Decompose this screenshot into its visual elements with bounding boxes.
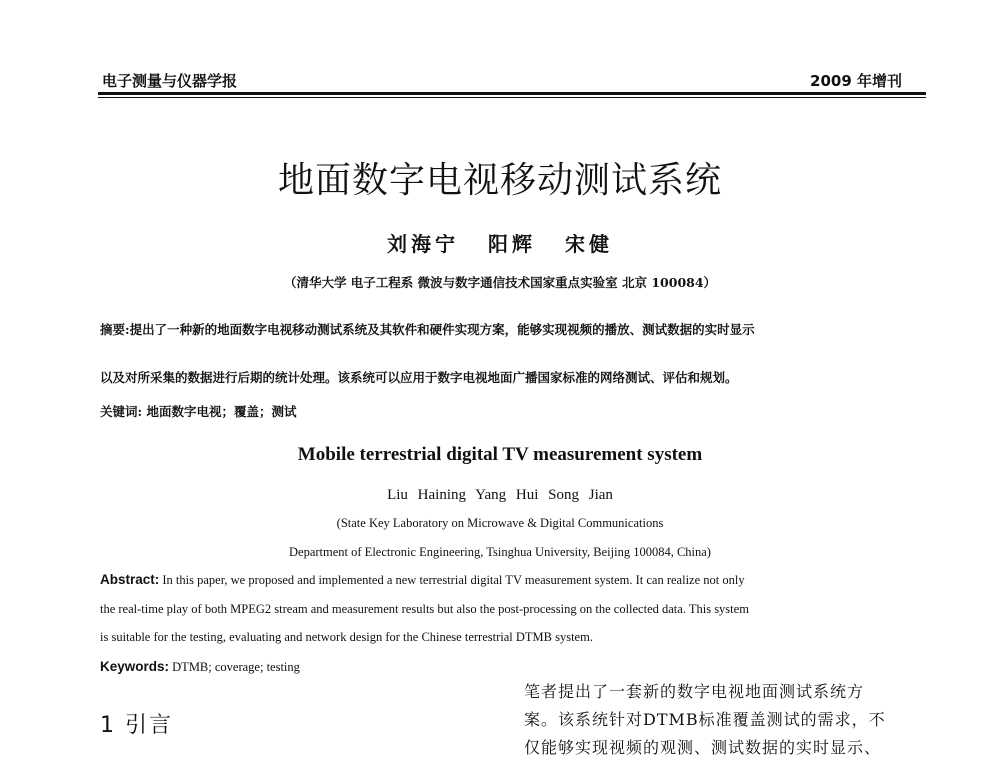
header-rule-thick: [98, 92, 926, 95]
affiliation: （清华大学 电子工程系 微波与数字通信技术国家重点实验室 北京 100084）: [283, 275, 717, 290]
english-affiliation-2: Department of Electronic Engineering, Tsinghua University, Beijing 100084, China): [289, 545, 711, 559]
abstract-cn-text-1: 提出了一种新的地面数字电视移动测试系统及其软件和硬件实现方案，能够实现视频的播放、测试数据的实时显示: [129, 322, 755, 337]
author-list: 刘海宁 阳辉 宋健: [387, 232, 613, 256]
header-rule-thin: [98, 97, 926, 98]
english-keywords-text: DTMB; coverage; testing: [172, 660, 300, 674]
english-authors: Liu Haining Yang Hui Song Jian: [387, 487, 613, 503]
paper-title: 地面数字电视移动测试系统: [277, 160, 722, 201]
english-abstract-line-3: is suitable for the testing, evaluating and network design for the Chinese terrestrial DTMB system.: [100, 630, 593, 644]
keywords-cn-label: 关键词:: [100, 404, 143, 419]
english-title: Mobile terrestrial digital TV measurement system: [297, 444, 703, 465]
body-line-2: 案。该系统针对DTMB标准覆盖测试的需求，不: [524, 710, 886, 729]
english-abstract-line-2: the real-time play of both MPEG2 stream and measurement results but also the post-processing on the collected data. This system: [100, 602, 749, 616]
keywords-cn: [100, 402, 297, 420]
body-line-1: 笔者提出了一套新的数字电视地面测试系统方: [524, 682, 865, 701]
english-affiliation-1: (State Key Laboratory on Microwave & Digital Communications: [336, 516, 664, 530]
journal-name: 电子测量与仪器学报: [102, 72, 238, 90]
english-keywords: [100, 659, 300, 675]
english-keywords-label: Keywords:: [100, 659, 170, 674]
english-abstract-text-1: In this paper, we proposed and implemented a new terrestrial digital TV measurement system. It can realize not only: [162, 573, 745, 587]
abstract-cn-line-2: 以及对所采集的数据进行后期的统计处理。该系统可以应用于数字电视地面广播国家标准的网络测试、评估和规划。: [100, 370, 738, 385]
body-line-3: 仅能够实现视频的观测、测试数据的实时显示、: [524, 738, 882, 757]
english-abstract-label: Abstract:: [100, 572, 160, 587]
issue-label: 2009 年增刊: [810, 72, 902, 90]
section-heading-introduction: 1 引言: [100, 713, 173, 738]
keywords-cn-text: 地面数字电视；覆盖；测试: [146, 404, 297, 419]
abstract-cn-line-1: [100, 322, 912, 338]
abstract-cn-label: 摘要:: [100, 322, 130, 337]
english-abstract-line-1: [100, 572, 912, 588]
